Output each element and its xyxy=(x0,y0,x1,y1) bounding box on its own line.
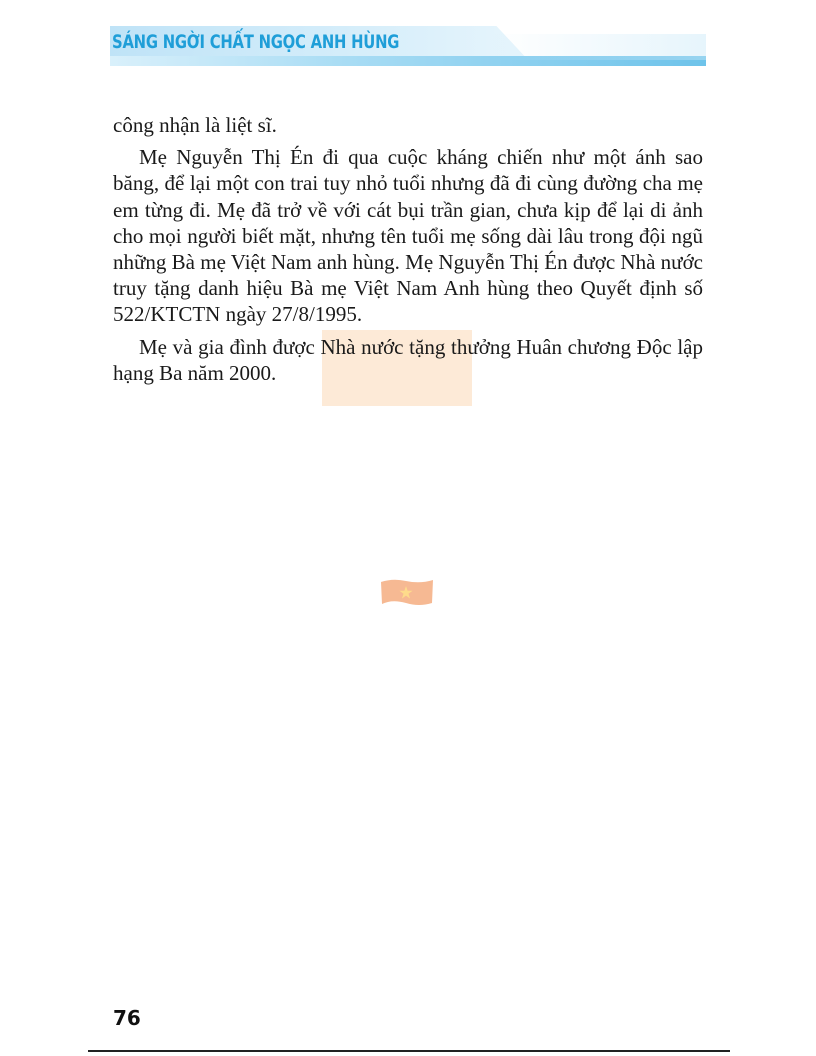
header-stripe-fade xyxy=(490,34,706,60)
bottom-rule xyxy=(88,1050,730,1052)
running-title: SÁNG NGỜI CHẤT NGỌC ANH HÙNG xyxy=(112,31,400,53)
page-number: 76 xyxy=(113,1006,141,1030)
paragraph-continuation: công nhận là liệt sĩ. xyxy=(113,113,277,137)
paragraph-biography: Mẹ Nguyễn Thị Én đi qua cuộc kháng chiến như một ánh sao băng, để lại một con trai tuy nhỏ tuổi nhưng đã đi cùng đường cha mẹ em từng đi. Mẹ đã trở về với cát bụi trần gian, chưa kịp để lại di ảnh cho mọi người biết mặt, nhưng tên tuổi mẹ sống dài lâu trong đội ngũ những Bà mẹ Việt Nam anh hùng. Mẹ Nguyễn Thị Én được Nhà nước truy tặng danh hiệu Bà mẹ Việt Nam Anh hùng theo Quyết định số 522/KTCTN ngày 27/8/1995. xyxy=(113,145,703,327)
flag-watermark-icon xyxy=(378,576,436,608)
paragraph-award: Mẹ và gia đình được Nhà nước tặng thưởng Huân chương Độc lập hạng Ba năm 2000. xyxy=(113,334,703,385)
body-text xyxy=(113,112,703,392)
running-header-band xyxy=(110,26,706,70)
